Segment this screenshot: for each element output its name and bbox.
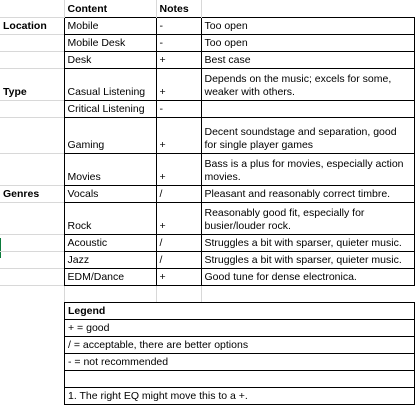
empty-cell	[201, 285, 414, 302]
row-notes-7[interactable]: /	[156, 185, 201, 202]
section-blank	[0, 268, 64, 285]
section-blank	[0, 234, 64, 251]
row-notes-9[interactable]: /	[156, 234, 201, 251]
row-notes-1[interactable]: -	[156, 34, 201, 51]
row-comment-6[interactable]: Bass is a plus for movies, especially action movies.	[201, 153, 414, 185]
row-comment-9[interactable]: Struggles a bit with sparser, quieter music.	[201, 234, 414, 251]
row-content-10[interactable]: Jazz	[64, 251, 156, 268]
legend-item-good: + = good	[65, 320, 415, 337]
row-content-6[interactable]: Movies	[64, 153, 156, 185]
row-comment-1[interactable]: Too open	[201, 34, 414, 51]
row-content-11[interactable]: EDM/Dance	[64, 268, 156, 285]
empty-cell	[0, 285, 64, 302]
legend-spacer	[65, 371, 415, 388]
row-content-0[interactable]: Mobile	[64, 17, 156, 34]
section-blank	[0, 117, 64, 153]
content-column-header: Content	[64, 0, 156, 17]
section-blank	[0, 202, 64, 234]
legend-box	[64, 302, 415, 405]
legend-item-not-recommended: - = not recommended	[65, 354, 415, 371]
row-notes-11[interactable]: +	[156, 268, 201, 285]
notes-column-header: Notes	[156, 0, 201, 17]
empty-cell	[64, 285, 156, 302]
section-blank	[0, 34, 64, 51]
row-comment-10[interactable]: Struggles a bit with sparser, quieter music.	[201, 251, 414, 268]
section-label-location: Location	[0, 17, 64, 34]
row-content-3[interactable]: Casual Listening	[64, 68, 156, 100]
legend-footnote: 1. The right EQ might move this to a +.	[68, 390, 248, 402]
comment-column-header	[201, 0, 414, 17]
row-content-8[interactable]: Rock	[64, 202, 156, 234]
row-notes-2[interactable]: +	[156, 51, 201, 68]
section-header-blank	[0, 0, 64, 17]
section-label-genres: Genres	[0, 185, 64, 202]
row-content-1[interactable]: Mobile Desk	[64, 34, 156, 51]
row-comment-3[interactable]: Depends on the music; excels for some, weaker with others.	[201, 68, 414, 100]
row-notes-0[interactable]: -	[156, 17, 201, 34]
row-content-4[interactable]: Critical Listening	[64, 100, 156, 117]
section-label-type: Type	[0, 68, 64, 100]
row-notes-3[interactable]: +	[156, 68, 201, 100]
section-blank	[0, 51, 64, 68]
empty-cell	[156, 285, 201, 302]
row-content-9[interactable]: Acoustic	[64, 234, 156, 251]
section-blank	[0, 251, 64, 268]
row-content-7[interactable]: Vocals	[64, 185, 156, 202]
row-notes-8[interactable]: +	[156, 202, 201, 234]
section-blank	[0, 100, 64, 117]
row-notes-10[interactable]: /	[156, 251, 201, 268]
section-blank	[0, 153, 64, 185]
row-comment-2[interactable]: Best case	[201, 51, 414, 68]
row-notes-5[interactable]: +	[156, 117, 201, 153]
row-comment-0[interactable]: Too open	[201, 17, 414, 34]
row-comment-7[interactable]: Pleasant and reasonably correct timbre.	[201, 185, 414, 202]
legend-title: Legend	[65, 303, 415, 320]
row-comment-11[interactable]: Good tune for dense electronica.	[201, 268, 414, 285]
row-comment-4[interactable]	[201, 100, 414, 117]
row-comment-8[interactable]: Reasonably good fit, especially for busier/louder rock.	[201, 202, 414, 234]
row-content-5[interactable]: Gaming	[64, 117, 156, 153]
legend-item-acceptable: / = acceptable, there are better options	[65, 337, 415, 354]
row-content-2[interactable]: Desk	[64, 51, 156, 68]
row-comment-5[interactable]: Decent soundstage and separation, good for single player games	[201, 117, 414, 153]
row-notes-4[interactable]: -	[156, 100, 201, 117]
row-notes-6[interactable]: +	[156, 153, 201, 185]
